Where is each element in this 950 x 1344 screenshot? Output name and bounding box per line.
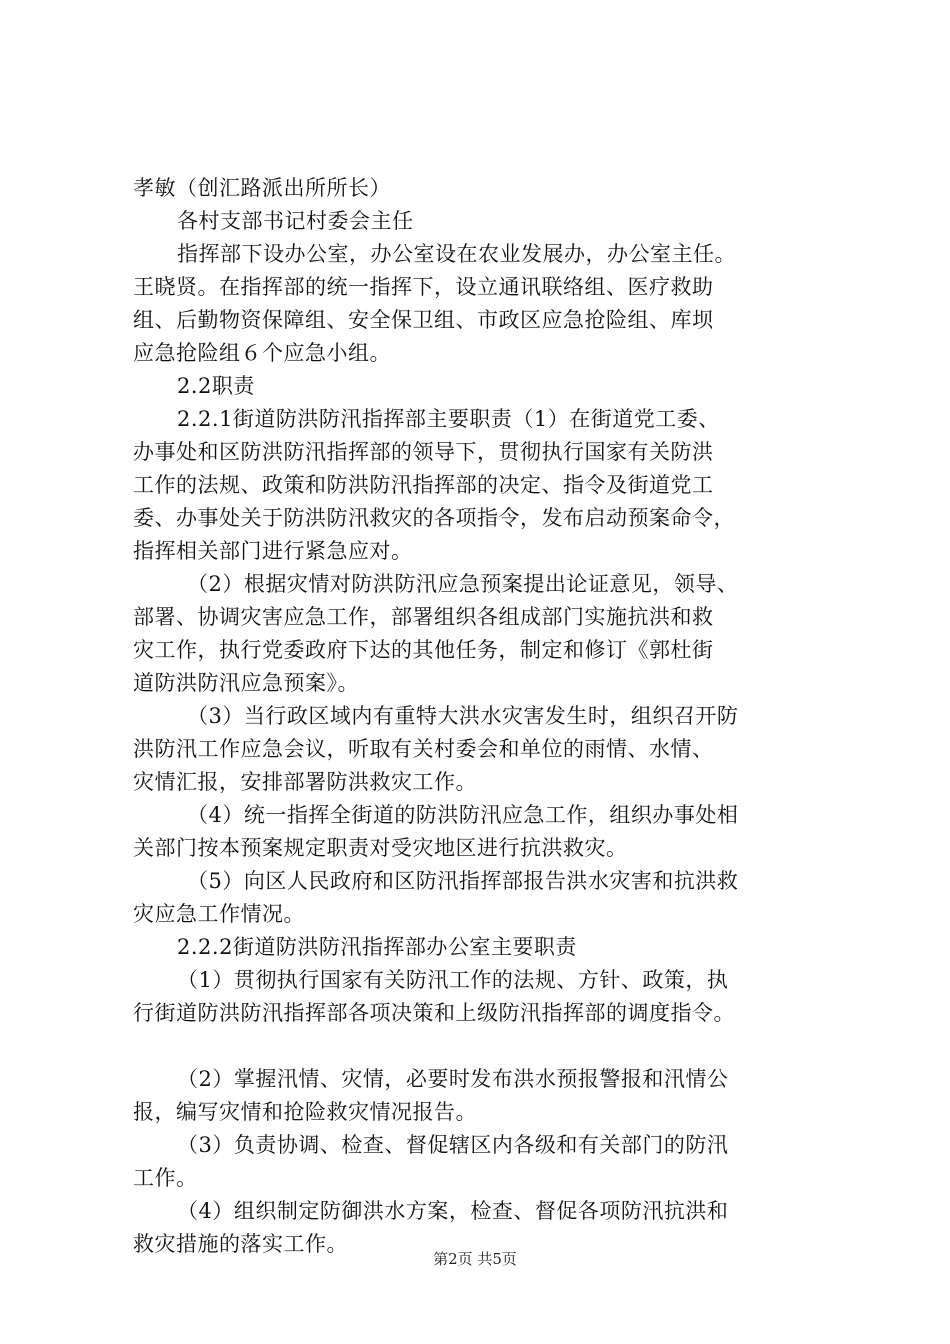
- text-line: 灾情汇报，安排部署防洪救灾工作。: [133, 770, 477, 794]
- text-line: （2）掌握汛情、灾情，必要时发布洪水预报警报和汛情公: [177, 1067, 729, 1091]
- text-line: 王晓贤。在指挥部的统一指挥下，设立通讯联络组、医疗救助: [133, 275, 714, 299]
- text-line: 2.2.1街道防洪防汛指挥部主要职责（1）在街道党工委、: [177, 407, 720, 431]
- text-line: 应急抢险组６个应急小组。: [133, 341, 391, 365]
- section-heading: 2.2职责: [177, 374, 255, 398]
- text-line: （5）向区人民政府和区防汛指挥部报告洪水灾害和抗洪救: [187, 869, 739, 893]
- text-line: 行街道防洪防汛指挥部各项决策和上级防汛指挥部的调度指令。: [133, 1001, 735, 1025]
- text-line: 灾工作，执行党委政府下达的其他任务，制定和修订《郭杜街: [133, 638, 714, 662]
- text-line: （4）统一指挥全街道的防洪防汛应急工作，组织办事处相: [187, 803, 739, 827]
- text-line: 洪防汛工作应急会议，听取有关村委会和单位的雨情、水情、: [133, 737, 714, 761]
- text-line: 报，编写灾情和抢险救灾情况报告。: [133, 1100, 477, 1124]
- text-line: 办事处和区防洪防汛指挥部的领导下，贯彻执行国家有关防洪: [133, 440, 714, 464]
- text-line: （1）贯彻执行国家有关防汛工作的法规、方针、政策，执: [177, 968, 729, 992]
- text-line: 关部门按本预案规定职责对受灾地区进行抗洪救灾。: [133, 836, 628, 860]
- page-number-footer: 第2页 共5页: [433, 1250, 517, 1268]
- text-line: 工作。: [133, 1166, 198, 1190]
- section-heading: 2.2.2街道防洪防汛指挥部办公室主要职责: [177, 935, 577, 959]
- paragraph-gap: [133, 1030, 833, 1063]
- text-line: （2）根据灾情对防洪防汛应急预案提出论证意见，领导、: [187, 572, 739, 596]
- text-line: 组、后勤物资保障组、安全保卫组、市政区应急抢险组、库坝: [133, 308, 714, 332]
- text-line: （3）负责协调、检查、督促辖区内各级和有关部门的防汛: [177, 1133, 729, 1157]
- text-line: 救灾措施的落实工作。: [133, 1232, 348, 1256]
- text-line: 委、办事处关于防洪防汛救灾的各项指令，发布启动预案命令，: [133, 506, 735, 530]
- text-line: 道防洪防汛应急预案》。: [133, 671, 359, 695]
- text-line: 灾应急工作情况。: [133, 902, 305, 926]
- text-line: 工作的法规、政策和防洪防汛指挥部的决定、指令及街道党工: [133, 473, 714, 497]
- text-line: （3）当行政区域内有重特大洪水灾害发生时，组织召开防: [187, 704, 739, 728]
- text-line: 指挥部下设办公室，办公室设在农业发展办，办公室主任。: [177, 242, 736, 266]
- document-body: [133, 172, 833, 1261]
- text-line: 部署、协调灾害应急工作，部署组织各组成部门实施抗洪和救: [133, 605, 714, 629]
- text-line: 指挥相关部门进行紧急应对。: [133, 539, 413, 563]
- text-line: （4）组织制定防御洪水方案，检查、督促各项防汛抗洪和: [177, 1199, 729, 1223]
- text-line: 孝敏（创汇路派出所所长）: [133, 176, 391, 200]
- text-line: 各村支部书记村委会主任: [177, 209, 414, 233]
